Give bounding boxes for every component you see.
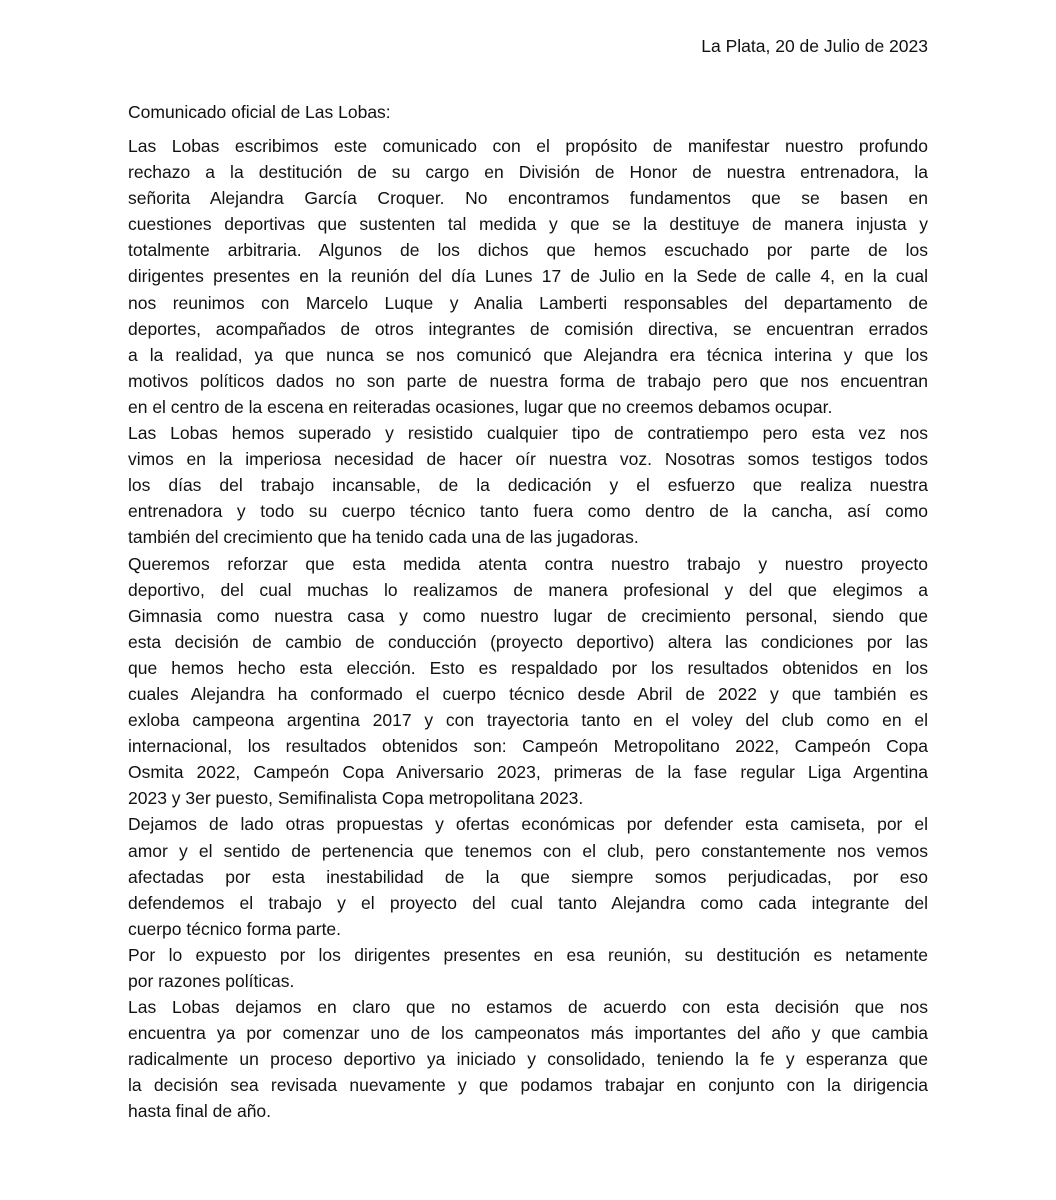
document-heading: Comunicado oficial de Las Lobas: [128, 102, 391, 122]
paragraph-line: cuales Alejandra ha conformado el cuerpo técnico desde Abril de 2022 y que también es [128, 683, 928, 704]
paragraph-line: Por lo expuesto por los dirigentes presentes en esa reunión, su destitución es netamente [128, 944, 928, 965]
paragraph-line: los días del trabajo incansable, de la dedicación y el esfuerzo que realiza nuestra [128, 475, 928, 496]
paragraph-line: afectadas por esta inestabilidad de la que siempre somos perjudicadas, por eso [128, 866, 928, 887]
paragraph-line: nos reunimos con Marcelo Luque y Analia Lamberti responsables del departamento de [128, 292, 928, 313]
document-body [128, 133, 928, 1125]
paragraph-2 [128, 420, 928, 550]
paragraph-line: hasta final de año. [128, 1101, 272, 1122]
paragraph-line: señorita Alejandra García Croquer. No encontramos fundamentos que se basen en [128, 188, 928, 209]
paragraph-line: la decisión sea revisada nuevamente y que podamos trabajar en conjunto con la dirigencia [128, 1075, 928, 1096]
paragraph-line: Las Lobas escribimos este comunicado con el propósito de manifestar nuestro profundo [128, 136, 928, 156]
paragraph-line: radicalmente un proceso deportivo ya iniciado y consolidado, teniendo la fe y esperanza que [128, 1049, 928, 1070]
paragraph-line: Las Lobas hemos superado y resistido cualquier tipo de contratiempo pero esta vez nos [128, 423, 928, 444]
paragraph-line: Dejamos de lado otras propuestas y ofertas económicas por defender esta camiseta, por el [128, 814, 928, 835]
paragraph-line: deportivo, del cual muchas lo realizamos de manera profesional y del que elegimos a [128, 579, 928, 600]
paragraph-line: exloba campeona argentina 2017 y con trayectoria tanto en el voley del club como en el [128, 710, 928, 731]
paragraph-6 [128, 994, 928, 1124]
paragraph-line: entrenadora y todo su cuerpo técnico tanto fuera como dentro de la cancha, así como [128, 501, 928, 522]
paragraph-line: deportes, acompañados de otros integrantes de comisión directiva, se encuentran errados [128, 318, 928, 339]
paragraph-line: Queremos reforzar que esta medida atenta contra nuestro trabajo y nuestro proyecto [128, 553, 928, 574]
paragraph-line: Las Lobas dejamos en claro que no estamos de acuerdo con esta decisión que nos [128, 997, 928, 1018]
paragraph-line: Osmita 2022, Campeón Copa Aniversario 2023, primeras de la fase regular Liga Argentina [128, 762, 928, 783]
paragraph-line: encuentra ya por comenzar uno de los campeonatos más importantes del año y que cambia [128, 1023, 928, 1044]
paragraph-line: vimos en la imperiosa necesidad de hacer oír nuestra voz. Nosotras somos testigos todos [128, 449, 928, 470]
paragraph-line: internacional, los resultados obtenidos son: Campeón Metropolitano 2022, Campeón Copa [128, 736, 928, 757]
paragraph-line: que hemos hecho esta elección. Esto es respaldado por los resultados obtenidos en los [128, 657, 928, 678]
paragraph-1 [128, 133, 928, 420]
paragraph-line: también del crecimiento que ha tenido cada una de las jugadoras. [128, 527, 639, 548]
paragraph-line: totalmente arbitraria. Algunos de los dichos que hemos escuchado por parte de los [128, 240, 928, 261]
paragraph-4 [128, 811, 928, 941]
paragraph-line: 2023 y 3er puesto, Semifinalista Copa metropolitana 2023. [128, 788, 584, 809]
paragraph-line: defendemos el trabajo y el proyecto del cual tanto Alejandra como cada integrante del [128, 892, 928, 913]
paragraph-line: en el centro de la escena en reiteradas ocasiones, lugar que no creemos debamos ocupar. [128, 396, 833, 417]
paragraph-line: cuerpo técnico forma parte. [128, 918, 342, 939]
paragraph-line: cuestiones deportivas que sustenten tal medida y que se la destituye de manera injusta y [128, 214, 928, 235]
paragraph-line: rechazo a la destitución de su cargo en División de Honor de nuestra entrenadora, la [128, 162, 928, 183]
paragraph-3 [128, 551, 928, 812]
place-date: La Plata, 20 de Julio de 2023 [701, 36, 928, 56]
paragraph-line: dirigentes presentes en la reunión del día Lunes 17 de Julio en la Sede de calle 4, en la cual [128, 266, 928, 287]
paragraph-line: motivos políticos dados no son parte de nuestra forma de trabajo pero que nos encuentran [128, 370, 928, 391]
paragraph-line: esta decisión de cambio de conducción (proyecto deportivo) altera las condiciones por las [128, 631, 928, 652]
paragraph-5 [128, 942, 928, 994]
paragraph-line: Gimnasia como nuestra casa y como nuestro lugar de crecimiento personal, siendo que [128, 605, 928, 626]
paragraph-line: amor y el sentido de pertenencia que tenemos con el club, pero constantemente nos vemos [128, 840, 928, 861]
paragraph-line: a la realidad, ya que nunca se nos comunicó que Alejandra era técnica interina y que los [128, 344, 928, 365]
paragraph-line: por razones políticas. [128, 971, 295, 991]
